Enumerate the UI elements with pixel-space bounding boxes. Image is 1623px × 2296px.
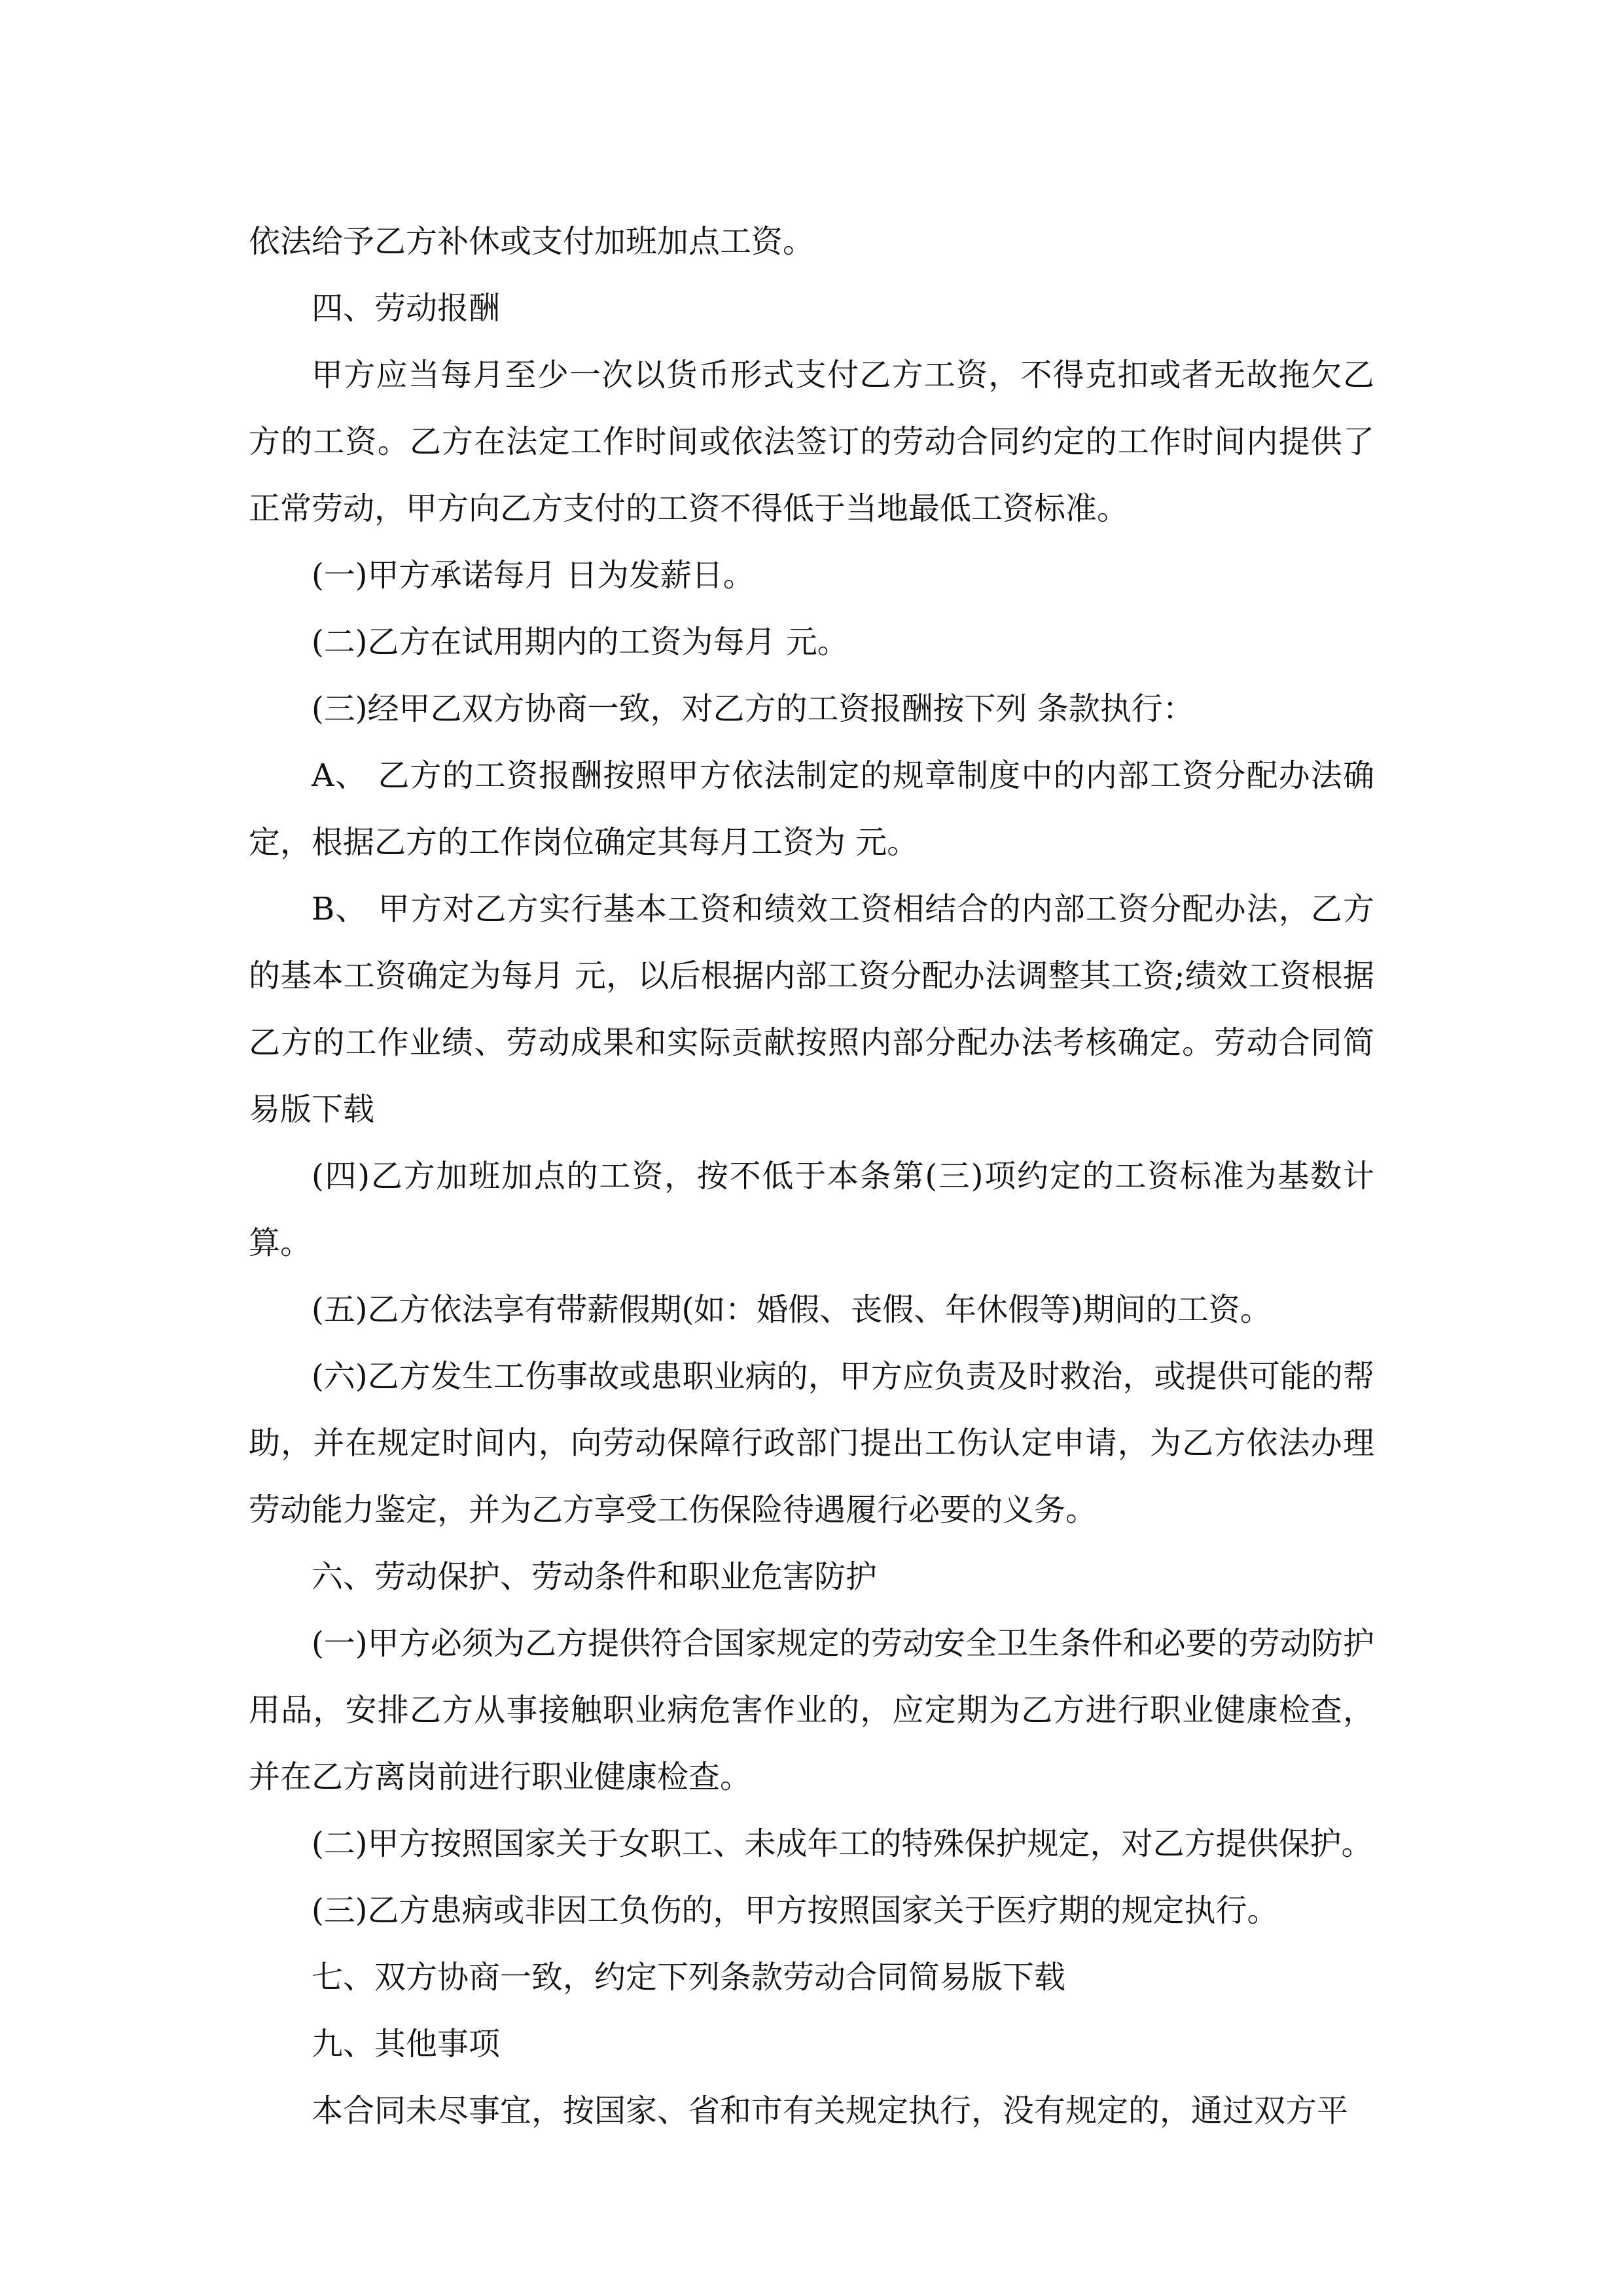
paragraph-wage-payment: 甲方应当每月至少一次以货币形式支付乙方工资，不得克扣或者无故拖欠乙方的工资。乙方在法定工作时间或依法签订的劳动合同约定的工作时间内提供了正常劳动，甲方向乙方支付的工资不得低于当地最低工资标准。 (249, 357, 1374, 527)
clause-payday: (一)甲方承诺每月 日为发薪日。 (312, 557, 755, 594)
section-heading-labor-protection: 六、劳动保护、劳动条件和职业危害防护 (312, 1558, 878, 1595)
section-heading-remuneration: 四、劳动报酬 (312, 290, 501, 327)
clause-probation-wage: (二)乙方在试用期内的工资为每月 元。 (312, 624, 849, 660)
section-heading-agreed-terms: 七、双方协商一致，约定下列条款劳动合同简易版下载 (312, 1959, 1066, 1996)
clause-special-protection: (二)甲方按照国家关于女职工、未成年工的特殊保护规定，对乙方提供保护。 (312, 1825, 1373, 1862)
section-heading-other-matters: 九、其他事项 (312, 2026, 501, 2062)
clause-overtime-wage: (四)乙方加班加点的工资，按不低于本条第(三)项约定的工资标准为基数计算。 (249, 1158, 1374, 1261)
clause-option-a: A、 乙方的工资报酬按照甲方依法制定的规章制度中的内部工资分配办法确定，根据乙方的工作岗位确定其每月工资为 元。 (249, 757, 1374, 861)
clause-work-injury: (六)乙方发生工伤事故或患职业病的，甲方应负责及时救治，或提供可能的帮助，并在规定时间内，向劳动保障行政部门提出工伤认定申请，为乙方依法办理劳动能力鉴定，并为乙方享受工伤保险待遇履行必要的义务。 (249, 1358, 1374, 1528)
clause-paid-leave: (五)乙方依法享有带薪假期(如：婚假、丧假、年休假等)期间的工资。 (312, 1291, 1272, 1328)
paragraph-unresolved-matters: 本合同未尽事宜，按国家、省和市有关规定执行，没有规定的，通过双方平 (312, 2092, 1349, 2129)
clause-wage-terms: (三)经甲乙双方协商一致，对乙方的工资报酬按下列 条款执行： (312, 691, 1194, 727)
paragraph-overtime-compensation: 依法给予乙方补休或支付加班加点工资。 (249, 223, 815, 260)
clause-option-b: B、 甲方对乙方实行基本工资和绩效工资相结合的内部工资分配办法，乙方的基本工资确定为每月 元，以后根据内部工资分配办法调整其工资;绩效工资根据乙方的工作业绩、劳动成果和实际贡献按照内部分配办法考核确定。劳动合同简易版下载 (249, 891, 1374, 1128)
document-body (249, 208, 1374, 2144)
clause-medical-period: (三)乙方患病或非因工负伤的，甲方按照国家关于医疗期的规定执行。 (312, 1892, 1279, 1929)
clause-safety-conditions: (一)甲方必须为乙方提供符合国家规定的劳动安全卫生条件和必要的劳动防护用品，安排乙方从事接触职业病危害作业的，应定期为乙方进行职业健康检查，并在乙方离岗前进行职业健康检查。 (249, 1625, 1374, 1795)
